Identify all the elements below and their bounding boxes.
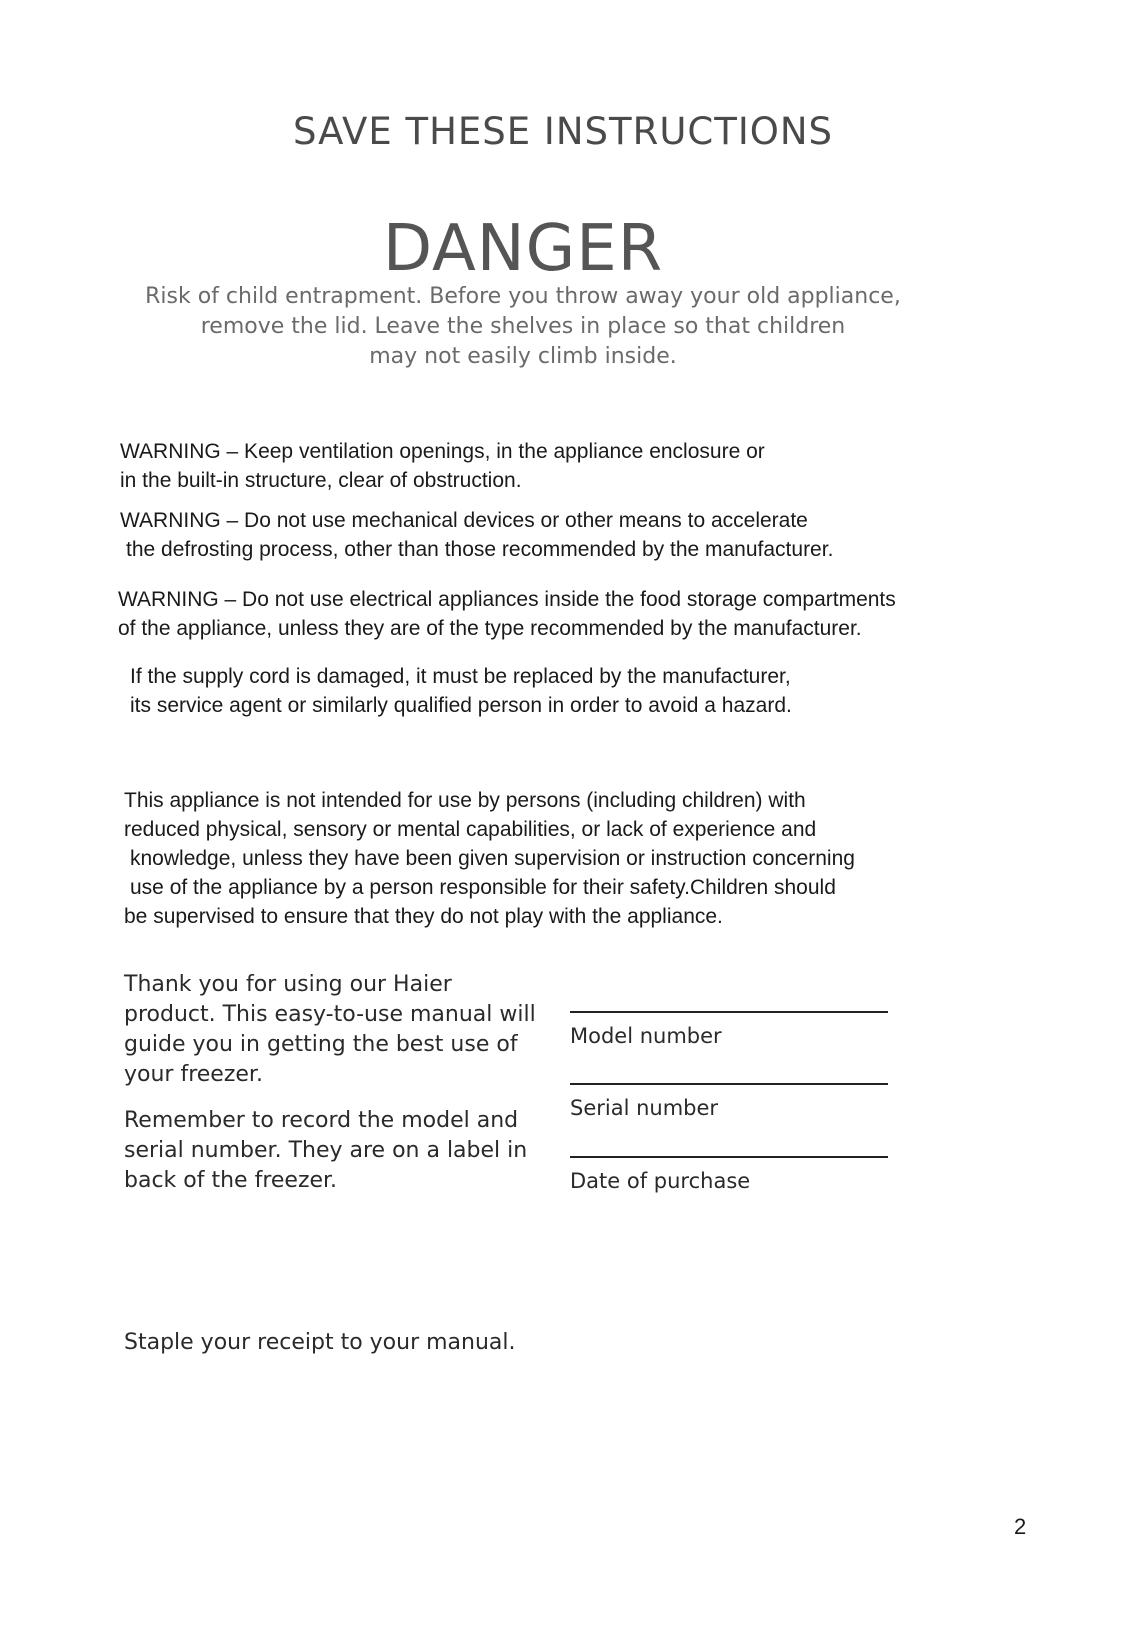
supply-cord-notice: [130, 662, 792, 720]
warning-electrical-appliances: [118, 585, 896, 643]
notice-line: be supervised to ensure that they do not play with the appliance.: [124, 905, 723, 928]
danger-message: [100, 282, 946, 372]
thanks-line: product. This easy-to-use manual will: [124, 1002, 536, 1027]
warning-ventilation: [120, 437, 765, 495]
notice-line: This appliance is not intended for use by persons (including children) with: [124, 789, 806, 812]
thanks-line: Thank you for using our Haier: [124, 972, 452, 997]
date-of-purchase-label: Date of purchase: [570, 1169, 751, 1193]
notice-line: If the supply cord is damaged, it must be replaced by the manufacturer,: [130, 665, 791, 688]
notice-line: reduced physical, sensory or mental capabilities, or lack of experience and: [124, 818, 817, 841]
model-number-line: [570, 1011, 888, 1013]
warning-defrosting: [120, 506, 833, 564]
warning-line: in the built-in structure, clear of obstruction.: [120, 469, 522, 492]
warning-line: of the appliance, unless they are of the type recommended by the manufacturer.: [118, 617, 862, 640]
danger-heading: DANGER: [382, 212, 664, 286]
staple-receipt-note: Staple your receipt to your manual.: [124, 1330, 516, 1355]
date-of-purchase-line: [570, 1156, 888, 1158]
thanks-line: guide you in getting the best use of: [124, 1032, 518, 1057]
warning-line: the defrosting process, other than those recommended by the manufacturer.: [126, 538, 834, 561]
notice-line: use of the appliance by a person responsible for their safety.Children should: [130, 876, 836, 899]
warning-line: WARNING – Do not use electrical appliances inside the food storage compartments: [118, 588, 896, 611]
warning-line: WARNING – Do not use mechanical devices or other means to accelerate: [120, 509, 808, 532]
danger-line: remove the lid. Leave the shelves in place so that children: [200, 314, 846, 339]
notice-line: knowledge, unless they have been given supervision or instruction concerning: [130, 847, 855, 870]
remember-line: Remember to record the model and: [124, 1108, 519, 1133]
save-instructions-title: SAVE THESE INSTRUCTIONS: [292, 110, 834, 153]
danger-line: Risk of child entrapment. Before you throw away your old appliance,: [145, 284, 901, 309]
serial-number-label: Serial number: [570, 1096, 719, 1120]
page-number: 2: [1014, 1514, 1027, 1539]
serial-number-line: [570, 1083, 888, 1085]
remember-line: serial number. They are on a label in: [124, 1138, 528, 1163]
persons-capability-notice: [124, 786, 855, 931]
model-number-label: Model number: [570, 1024, 722, 1048]
remember-line: back of the freezer.: [124, 1168, 338, 1193]
warning-line: WARNING – Keep ventilation openings, in the appliance enclosure or: [120, 440, 765, 463]
thank-you-paragraph: [124, 970, 554, 1090]
thanks-line: your freezer.: [124, 1062, 263, 1087]
danger-line: may not easily climb inside.: [369, 344, 677, 369]
remember-paragraph: [124, 1106, 554, 1196]
notice-line: its service agent or similarly qualified person in order to avoid a hazard.: [130, 694, 792, 717]
